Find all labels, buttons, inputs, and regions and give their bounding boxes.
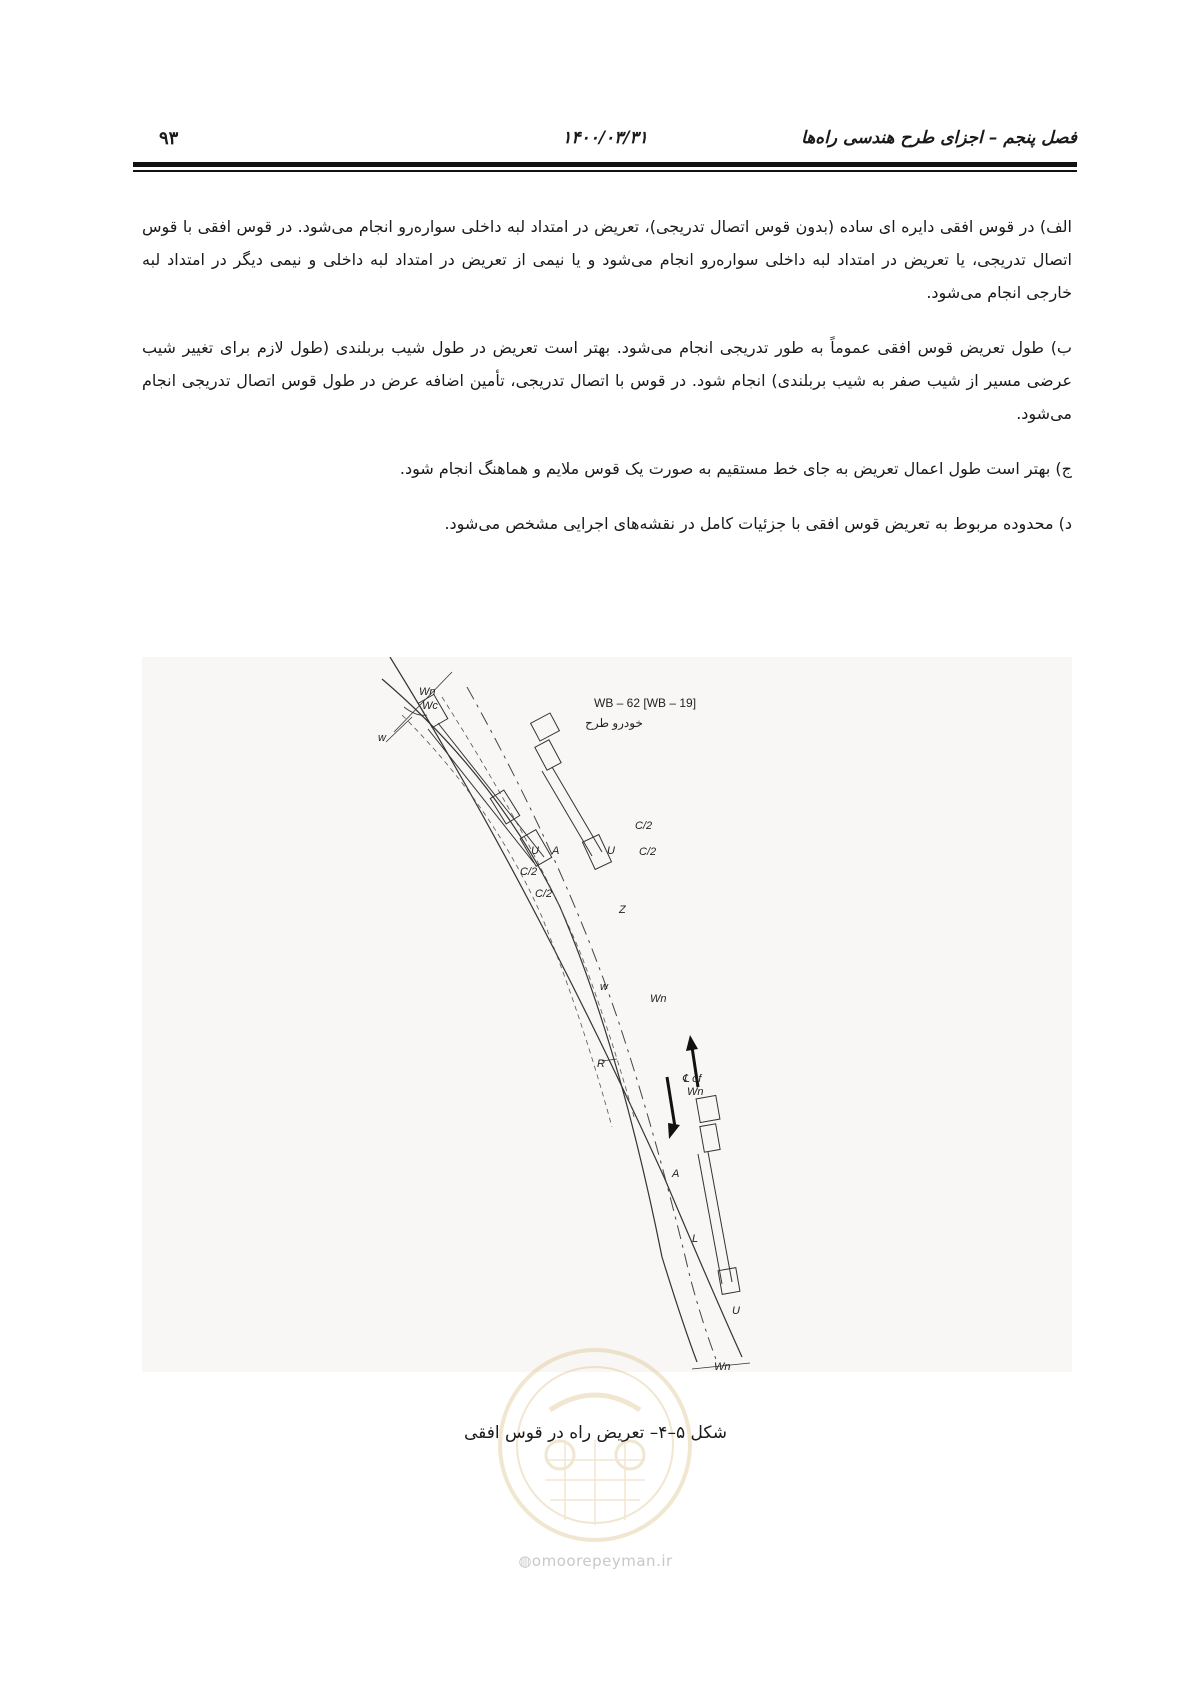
arrow-up-head	[686, 1035, 698, 1051]
paragraph-dal: د) محدوده مربوط به تعریض قوس افقی با جزئیات کامل در نقشه‌های اجرایی مشخص می‌شود.	[444, 514, 1072, 533]
label-u3: U	[732, 1305, 740, 1317]
label-l: L	[692, 1233, 699, 1245]
label-a1: A	[552, 845, 560, 857]
paragraph-jim: ج) بهتر است طول اعمال تعریض به جای خط مستقیم به صورت یک قوس ملایم و هماهنگ انجام شود.	[399, 459, 1072, 478]
label-z: Z	[619, 904, 626, 916]
widening-figure	[142, 657, 1072, 1372]
widening-diagram	[142, 657, 1072, 1372]
label-cl-wn: Wn	[687, 1086, 704, 1098]
label-c2-c: C/2	[639, 846, 657, 858]
label-c2-d: C/2	[535, 888, 553, 900]
page-header	[133, 128, 1077, 158]
watermark-url: ◍omoorepeyman.ir	[518, 1552, 673, 1570]
paragraph-alef: الف) در قوس افقی دایره ای ساده (بدون قوس اتصال تدریجی)، تعریض در امتداد لبه داخلی سواره‌رو انجام می‌شود. در قوس افقی با قوس اتصال تدریجی، یا تعریض در امتداد لبه داخلی سواره‌رو انجام می‌شود و یا نیمی از تعریض در امتداد لبه داخلی و نیمی دیگر در امتداد لبه خارجی انجام می‌شود.	[142, 217, 1072, 302]
vehicle-name-label: خودرو طرح	[585, 716, 643, 730]
watermark-globe-icon: ◍	[518, 1552, 532, 1570]
vehicle-code-label: WB – 62 [WB – 19]	[594, 696, 697, 710]
header-rule-thick	[133, 162, 1077, 167]
header-rule-thin	[133, 170, 1077, 172]
label-wc: Wc	[422, 700, 438, 712]
chapter-title: فصل پنجم – اجزای طرح هندسی راه‌ها	[801, 128, 1077, 148]
label-cl-of: ℄ of	[682, 1073, 702, 1085]
body-text	[142, 210, 1072, 562]
label-wn-top: Wn	[419, 686, 436, 698]
label-c2-b: C/2	[520, 866, 538, 878]
track-line-right	[442, 697, 634, 1117]
label-w-mid: w	[600, 981, 608, 993]
header-date: ۱۴۰۰/۰۳/۳۱	[562, 128, 648, 148]
design-vehicle-upper-right	[531, 713, 612, 869]
outer-edge-line	[390, 657, 742, 1357]
figure-caption: شکل ۵–۴– تعریض راه در قوس افقی	[464, 1423, 727, 1443]
label-u1: U	[531, 845, 539, 857]
design-vehicle-lower	[696, 1095, 740, 1294]
arrow-down-head	[668, 1123, 680, 1139]
arrow-down-shaft	[667, 1077, 675, 1127]
label-wn-bottom: Wn	[714, 1361, 731, 1372]
label-wn-mid: Wn	[650, 993, 667, 1005]
label-r: R	[597, 1058, 605, 1070]
watermark-seal	[490, 1340, 700, 1550]
label-u2: U	[607, 845, 615, 857]
page-number: ۹۳	[159, 128, 179, 149]
inner-edge-line	[382, 679, 697, 1362]
dim-line-top-2	[386, 717, 412, 742]
label-w-top: w	[378, 732, 386, 744]
paragraph-be: ب) طول تعریض قوس افقی عموماً به طور تدریجی انجام می‌شود. بهتر است تعریض در طول شیب بربلندی (طول لازم برای تغییر شیب عرضی مسیر از شیب صفر به شیب بربلندی) انجام شود. در قوس با اتصال تدریجی، تأمین اضافه عرض در طول قوس اتصال تدریجی انجام می‌شود.	[142, 338, 1072, 423]
label-c2-a: C/2	[635, 820, 653, 832]
track-line-left	[402, 715, 612, 1127]
label-a2: A	[672, 1168, 680, 1180]
